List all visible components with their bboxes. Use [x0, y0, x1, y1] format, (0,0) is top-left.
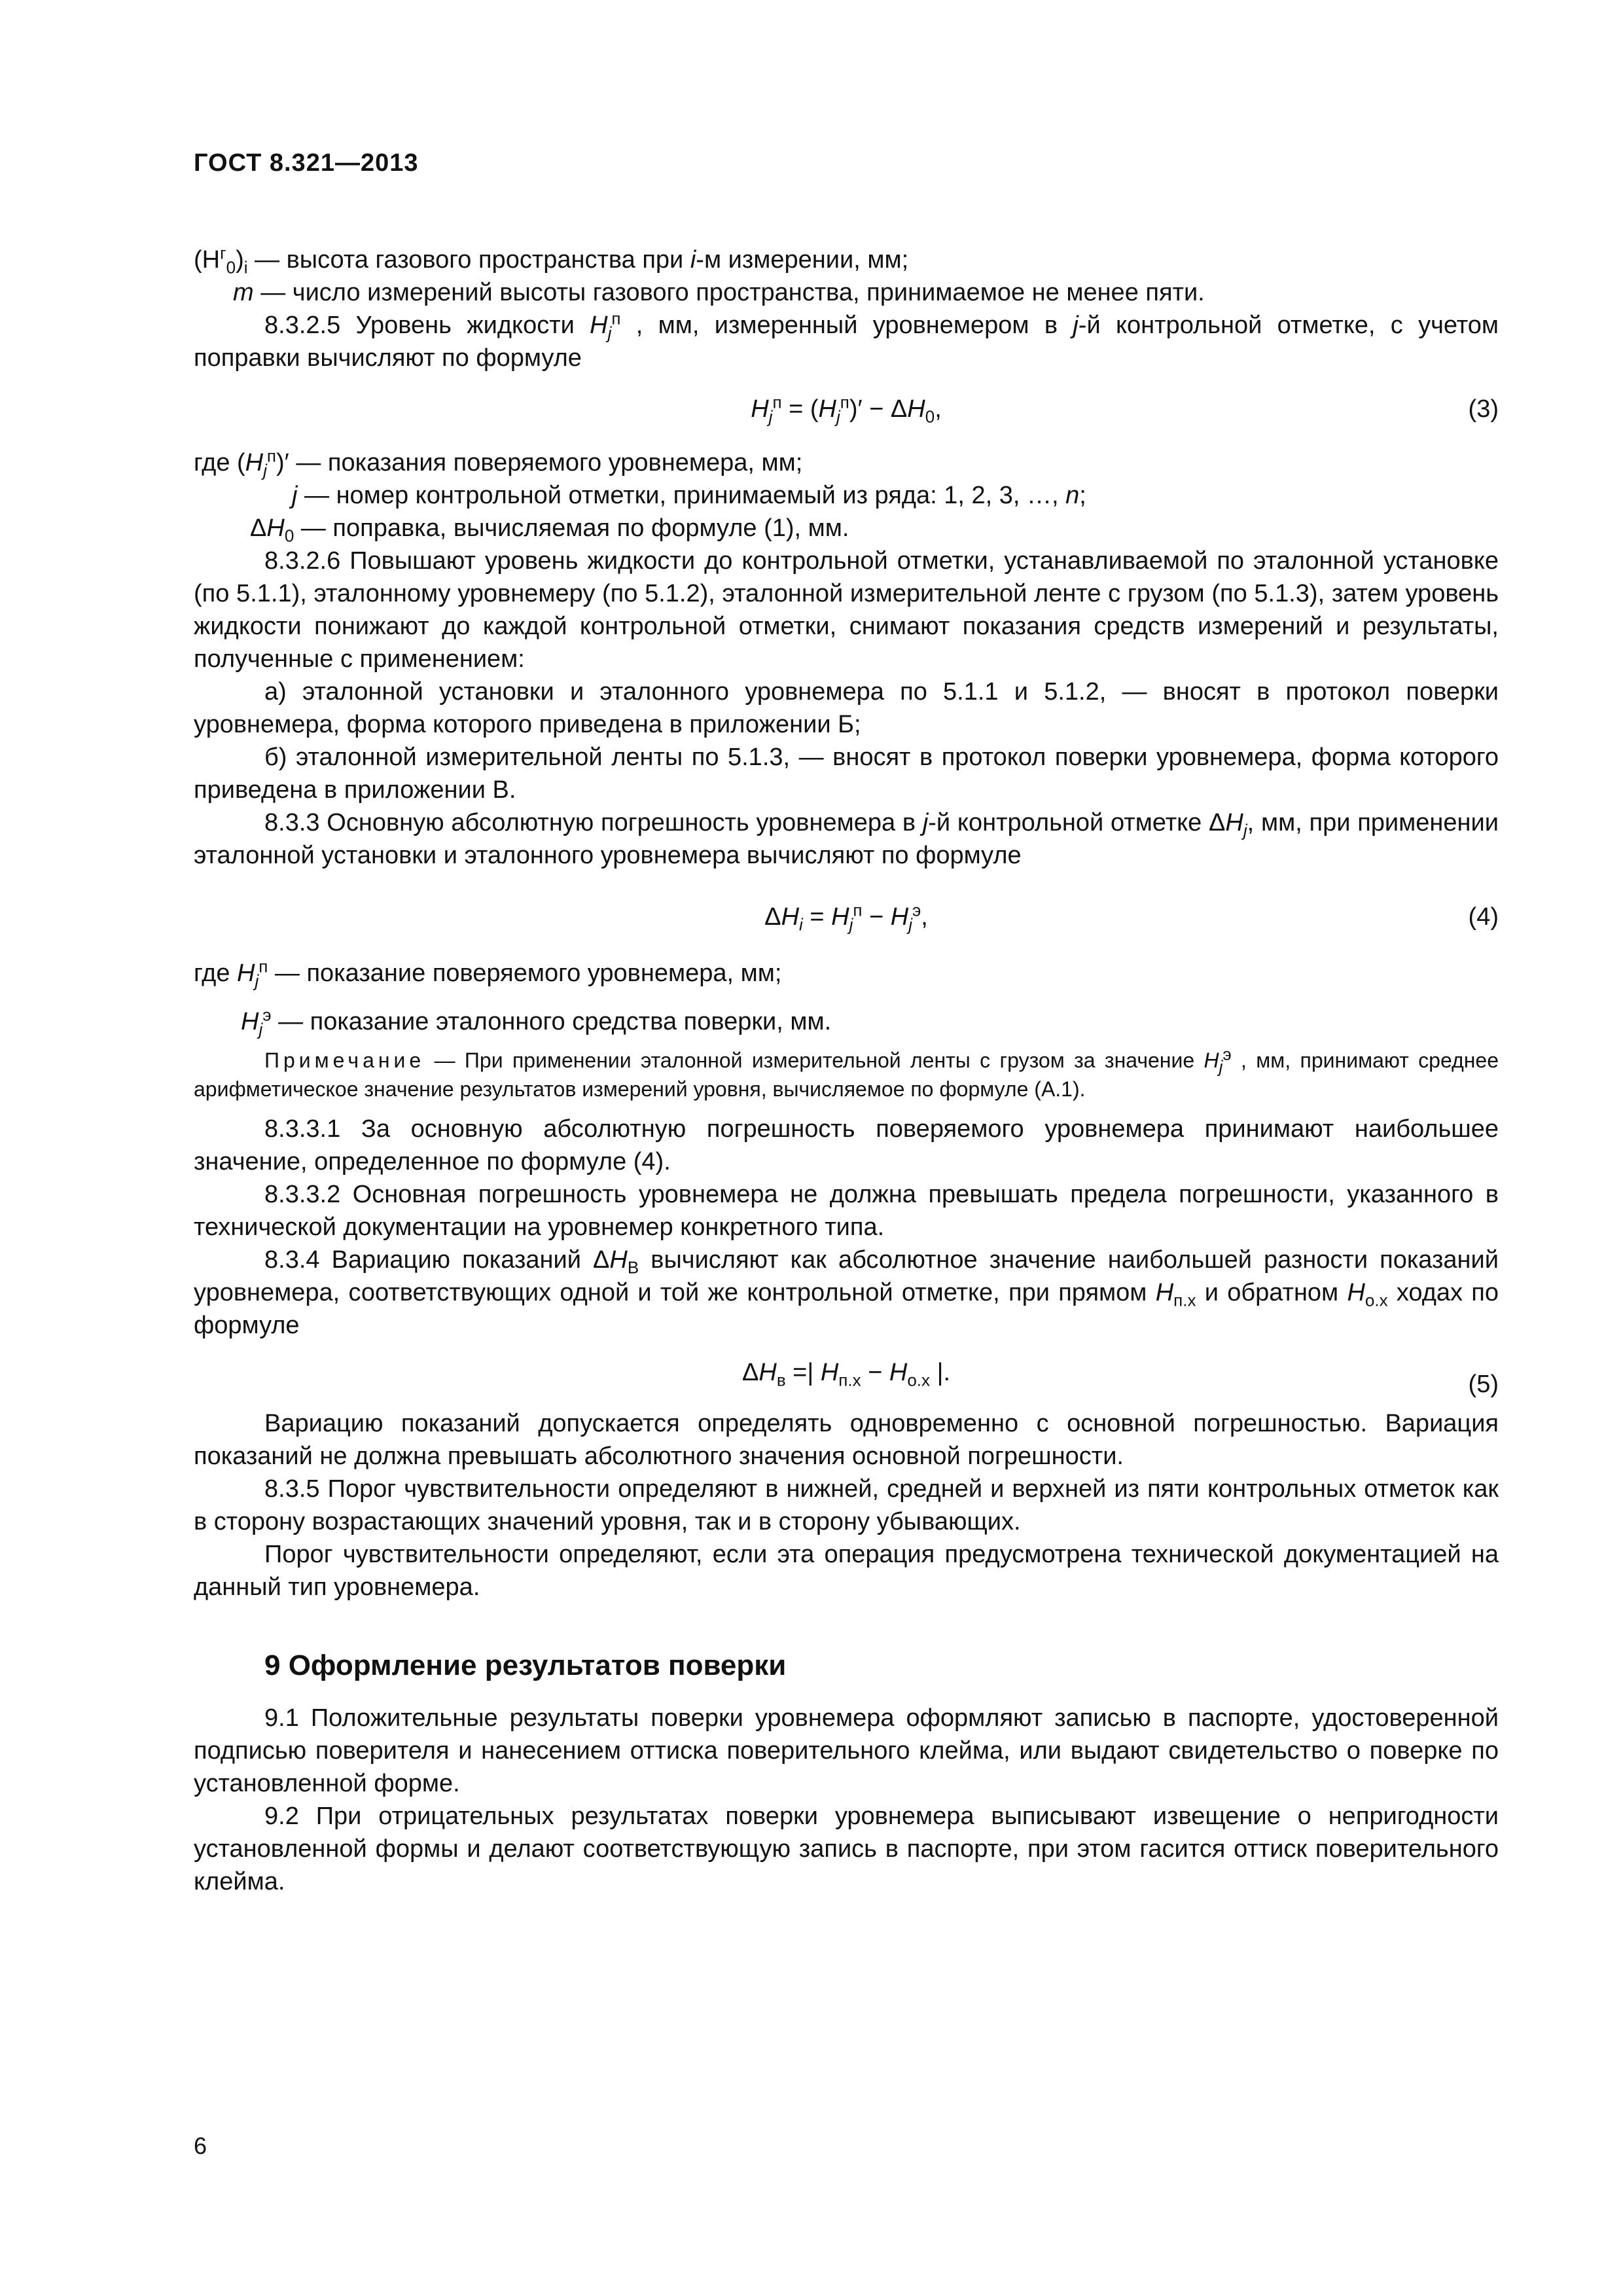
definition-line: $\Delta H_0$ — поправка, вычисляемая по формуле (1), мм.	[250, 514, 849, 546]
document-header: ГОСТ 8.321—2013	[194, 149, 419, 177]
page-number: 6	[194, 2132, 207, 2159]
formula-expression: $\Delta H_в$ =| $H_{п.х} - H_{о.х}$ |.	[741, 1359, 951, 1390]
paragraph-9-2: 9.2 При отрицательных результатах поверки уровнемера выписывают извещение о непригодности установленной формы и делают соответствующую запись в паспорте, при этом гасится оттиск поверительного клейма.	[194, 1803, 1499, 1895]
formula-4	[194, 872, 1499, 957]
section-9-heading: 9 Оформление результатов поверки	[264, 1649, 787, 1681]
note-label: Примечание	[264, 1049, 425, 1072]
paragraph-8-3-3-2: 8.3.3.2 Основная погрешность уровнемера не должна превышать предела погрешности, указанного в технической документации на уровнемер конкретного типа.	[194, 1181, 1499, 1241]
formula-number: (5)	[1468, 1371, 1499, 1398]
definition-symbol: m	[233, 279, 254, 306]
formula-expression: $H_j^п = (H_j^п)' - \Delta H_0$,	[751, 392, 942, 427]
paragraph-threshold: Порог чувствительности определяют, если эта операция предусмотрена технической документацией на данный тип уровнемера.	[194, 1541, 1499, 1601]
formula-5	[194, 1342, 1499, 1407]
paragraph-variation: Вариацию показаний допускается определять одновременно с основной погрешностью. Вариация показаний не должна превышать абсолютного значения основной погрешности.	[194, 1410, 1499, 1470]
definition-line: $H_j^э$ — показание эталонного средства поверки, мм.	[241, 1005, 832, 1039]
formula-number: (4)	[1468, 903, 1499, 931]
paragraph-8-3-5: 8.3.5 Порог чувствительности определяют в нижней, средней и верхней из пяти контрольных отметок как в сторону возрастающих значений уровня, так и в сторону убывающих.	[194, 1475, 1499, 1535]
formula-number: (3)	[1468, 395, 1499, 423]
paragraph-8-3-4: 8.3.4 Вариацию показаний $\Delta H_В$ вычисляют как абсолютное значение наибольшей разности показаний уровнемера, соответствующих одной и той же контрольной отметке, при прямом $H_{п.х}$ и обратном $H_{о.х}$ ходах по формуле	[194, 1246, 1499, 1339]
definition-h0-gas	[194, 243, 1499, 276]
definition-line: j — номер контрольной отметки, принимаемый из ряда: 1, 2, 3, …, n;	[292, 482, 1086, 509]
note-text: — При применении эталонной измерительной ленты с грузом за значение $H_j^э$ , мм, принимают среднее арифметическое значение результатов измерений уровня, вычисляемое по формуле (А.1).	[194, 1044, 1499, 1101]
definition-line: где $H_j^п$ — показание поверяемого уровнемера, мм;	[194, 956, 782, 991]
paragraph-8-3-3: 8.3.3 Основную абсолютную погрешность уровнемера в j-й контрольной отметке $\Delta H_j$, мм, при применении эталонной установки и эталонного уровнемера вычисляют по формуле	[194, 809, 1499, 869]
paragraph-8-3-3-1: 8.3.3.1 За основную абсолютную погрешность поверяемого уровнемера принимают наибольшее значение, определенное по формуле (4).	[194, 1115, 1499, 1175]
formula-expression: $\Delta H_i = H_j^п - H_j^э$,	[764, 900, 928, 935]
paragraph-item-b: б) эталонной измерительной ленты по 5.1.3, — вносят в протокол поверки уровнемера, форма которого приведена в приложении В.	[194, 744, 1499, 804]
definition-list-4	[194, 957, 1499, 1038]
note-block	[194, 1046, 1499, 1103]
definition-text: — число измерений высоты газового пространства, принимаемое не менее пяти.	[253, 279, 1205, 306]
definition-line: где $(H_j^п)'$ — показания поверяемого уровнемера, мм;	[194, 446, 803, 480]
definition-list-top	[194, 243, 1499, 309]
paragraph-8-3-2-5: 8.3.2.5 Уровень жидкости $H_j^п$ , мм, измеренный уровнемером в j-й контрольной отметке, с учетом поправки вычисляют по формуле	[194, 308, 1499, 372]
definition-symbol: $(H^г_0)_i$	[194, 243, 248, 278]
formula-3	[194, 374, 1499, 446]
definition-list-3	[194, 446, 1499, 545]
definition-text: — высота газового пространства при i-м измерении, мм;	[247, 246, 909, 274]
paragraph-9-1: 9.1 Положительные результаты поверки уровнемера оформляют записью в паспорте, удостоверенной подписью поверителя и нанесением оттиска поверительного клейма, или выдают свидетельство о поверке по установленной форме.	[194, 1704, 1499, 1797]
document-body	[194, 243, 1499, 1898]
paragraph-item-a: а) эталонной установки и эталонного уровнемера по 5.1.1 и 5.1.2, — вносят в протокол поверки уровнемера, форма которого приведена в приложении Б;	[194, 678, 1499, 738]
definition-m	[194, 276, 1499, 309]
paragraph-8-3-2-6: 8.3.2.6 Повышают уровень жидкости до контрольной отметки, устанавливаемой по эталонной установке (по 5.1.1), эталонному уровнемеру (по 5.1.2), эталонной измерительной ленте с грузом (по 5.1.3), затем уровень жидкости понижают до каждой контрольной отметки, снимают показания средств измерений и результаты, полученные с применением:	[194, 547, 1499, 673]
